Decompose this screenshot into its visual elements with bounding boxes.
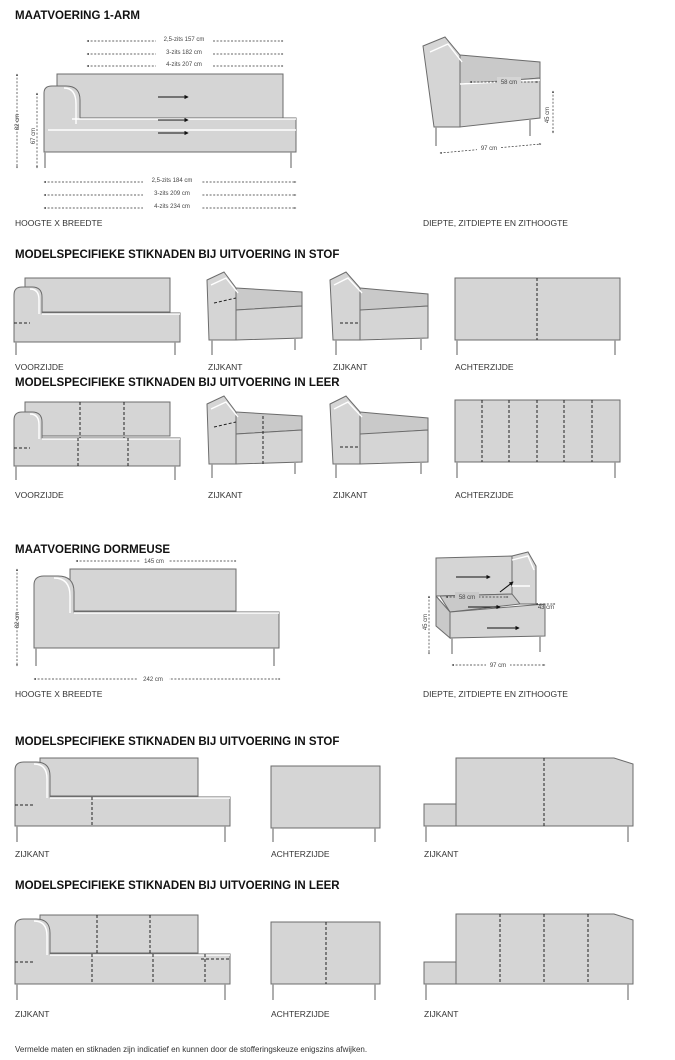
dim-dormeuse-top: 145 cm xyxy=(144,559,164,565)
seam-leer-dormeuse-zijkant-2 xyxy=(424,914,633,1000)
seam-stof-dormeuse-zijkant xyxy=(15,758,230,842)
dormeuse-side-dimensions xyxy=(423,552,555,669)
dim-side-seatheight: 45 cm xyxy=(545,106,551,124)
dim-bottom-4zits: 4-zits 234 cm xyxy=(154,204,190,210)
seam-stof-zijkant-2 xyxy=(330,272,428,355)
seam-leer-zijkant-2 xyxy=(330,396,428,478)
section-title-stiknaden-stof-2: MODELSPECIFIEKE STIKNADEN BIJ UITVOERING IN STOF xyxy=(15,736,340,748)
seam-leer-dormeuse-achterzijde xyxy=(271,922,380,1000)
caption-zijkant-stof-d2: ZIJKANT xyxy=(424,849,459,859)
seam-leer-zijkant-1 xyxy=(207,396,302,478)
dim-dormeuse-width: 242 cm xyxy=(143,677,163,683)
footnote: Vermelde maten en stiknaden zijn indicatief en kunnen door de stofferingskeuze enigszins afwijken. xyxy=(15,1045,368,1054)
seam-stof-zijkant-1 xyxy=(207,272,302,355)
dim-dormeuse-small: 43 cm xyxy=(537,605,555,611)
caption-diepte: DIEPTE, ZITDIEPTE EN ZITHOOGTE xyxy=(423,218,568,228)
caption-voorzijde: VOORZIJDE xyxy=(15,362,64,372)
seam-stof-achterzijde xyxy=(455,278,620,355)
caption-zijkant-leer-1: ZIJKANT xyxy=(208,490,243,500)
dim-dormeuse-depth: 97 cm xyxy=(489,663,507,669)
caption-zijkant-2: ZIJKANT xyxy=(333,362,368,372)
section-title-maatvoering-1arm: MAATVOERING 1-ARM xyxy=(15,10,141,22)
dim-dormeuse-height: 82 cm xyxy=(15,611,21,629)
seam-leer-dormeuse-zijkant xyxy=(15,915,230,1000)
section-title-stiknaden-stof-1: MODELSPECIFIEKE STIKNADEN BIJ UITVOERING IN STOF xyxy=(15,249,340,261)
dim-top-3zits: 3-zits 182 cm xyxy=(166,50,202,56)
seam-stof-dormeuse-achterzijde xyxy=(271,766,380,842)
caption-achterzijde-leer-d: ACHTERZIJDE xyxy=(271,1009,330,1019)
caption-hoogte-breedte-dormeuse: HOOGTE X BREEDTE xyxy=(15,689,103,699)
caption-zijkant-stof-d1: ZIJKANT xyxy=(15,849,50,859)
dim-height-total: 82 cm xyxy=(15,113,21,131)
section-title-maatvoering-dormeuse: MAATVOERING DORMEUSE xyxy=(15,544,171,556)
sofa-1arm-side-dimensions xyxy=(423,37,553,153)
dim-top-4zits: 4-zits 207 cm xyxy=(166,62,202,68)
caption-zijkant-leer-d1: ZIJKANT xyxy=(15,1009,50,1019)
seam-leer-voorzijde xyxy=(14,402,180,480)
dim-bottom-3zits: 3-zits 209 cm xyxy=(154,191,190,197)
caption-achterzijde-1: ACHTERZIJDE xyxy=(455,362,514,372)
dim-dormeuse-seatdepth: 58 cm xyxy=(458,595,476,601)
dormeuse-front-dimensions xyxy=(15,556,280,683)
dim-height-arm: 67 cm xyxy=(31,127,37,145)
caption-hoogte-breedte: HOOGTE X BREEDTE xyxy=(15,218,103,228)
caption-voorzijde-leer: VOORZIJDE xyxy=(15,490,64,500)
caption-zijkant-1: ZIJKANT xyxy=(208,362,243,372)
seam-leer-achterzijde xyxy=(455,400,620,478)
dim-top-25zits: 2,5-zits 157 cm xyxy=(163,37,205,43)
seam-stof-dormeuse-zijkant-2 xyxy=(424,758,633,842)
section-title-stiknaden-leer-1: MODELSPECIFIEKE STIKNADEN BIJ UITVOERING IN LEER xyxy=(15,377,340,389)
seam-stof-voorzijde xyxy=(14,278,180,355)
dim-dormeuse-seatheight: 45 cm xyxy=(423,613,429,631)
caption-achterzijde-leer: ACHTERZIJDE xyxy=(455,490,514,500)
dim-side-depth: 97 cm xyxy=(480,146,498,152)
dim-bottom-25zits: 2,5-zits 184 cm xyxy=(151,178,193,184)
sofa-1arm-front-dimensions xyxy=(15,35,296,211)
caption-zijkant-leer-2: ZIJKANT xyxy=(333,490,368,500)
caption-zijkant-leer-d2: ZIJKANT xyxy=(424,1009,459,1019)
caption-achterzijde-stof-d: ACHTERZIJDE xyxy=(271,849,330,859)
dim-side-seatdepth: 58 cm xyxy=(500,80,518,86)
section-title-stiknaden-leer-2: MODELSPECIFIEKE STIKNADEN BIJ UITVOERING IN LEER xyxy=(15,880,340,892)
caption-diepte-dormeuse: DIEPTE, ZITDIEPTE EN ZITHOOGTE xyxy=(423,689,568,699)
